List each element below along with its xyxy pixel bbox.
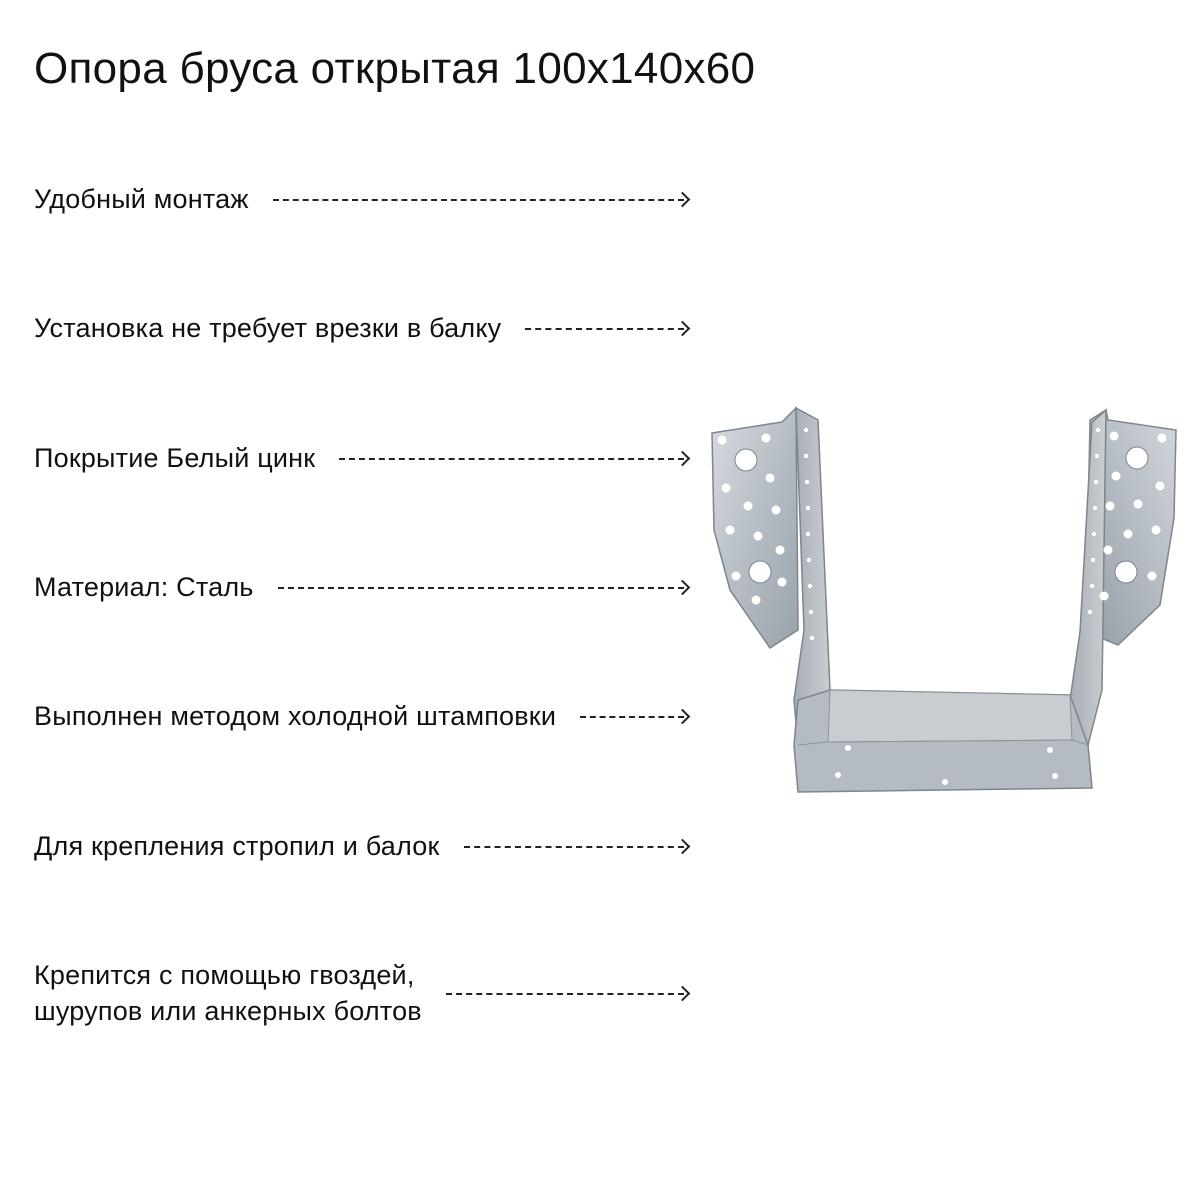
feature-label-line: шурупов или анкерных болтов [34,995,422,1026]
dashed-arrow-icon [525,323,688,334]
dashed-arrow-icon [273,194,688,205]
feature-item [34,570,688,606]
feature-label: Удобный монтаж [34,184,249,214]
left-flange [712,408,798,648]
feature-item [34,829,688,865]
feature-item [34,699,688,735]
feature-label: Покрытие Белый цинк [34,443,316,473]
joist-hanger-icon [700,400,1190,800]
feature-label: Выполнен методом холодной штамповки [34,701,557,731]
feature-item [34,311,688,347]
feature-label: Материал: Сталь [34,572,254,602]
dashed-arrow-icon [580,711,688,722]
feature-item [34,182,688,218]
feature-label [34,958,422,1029]
feature-label: Установка не требует врезки в балку [34,313,502,343]
dashed-arrow-icon [446,988,688,999]
dashed-arrow-icon [339,453,688,464]
dashed-arrow-icon [278,582,688,593]
feature-label-line: Крепится с помощью гвоздей, [34,960,415,990]
feature-label: Для крепления стропил и балок [34,831,440,861]
page-title: Опора бруса открытая 100х140х60 [34,44,756,93]
dashed-arrow-icon [464,841,688,852]
feature-item [34,441,688,477]
right-side-wall [1070,410,1106,745]
feature-item [34,958,688,1029]
